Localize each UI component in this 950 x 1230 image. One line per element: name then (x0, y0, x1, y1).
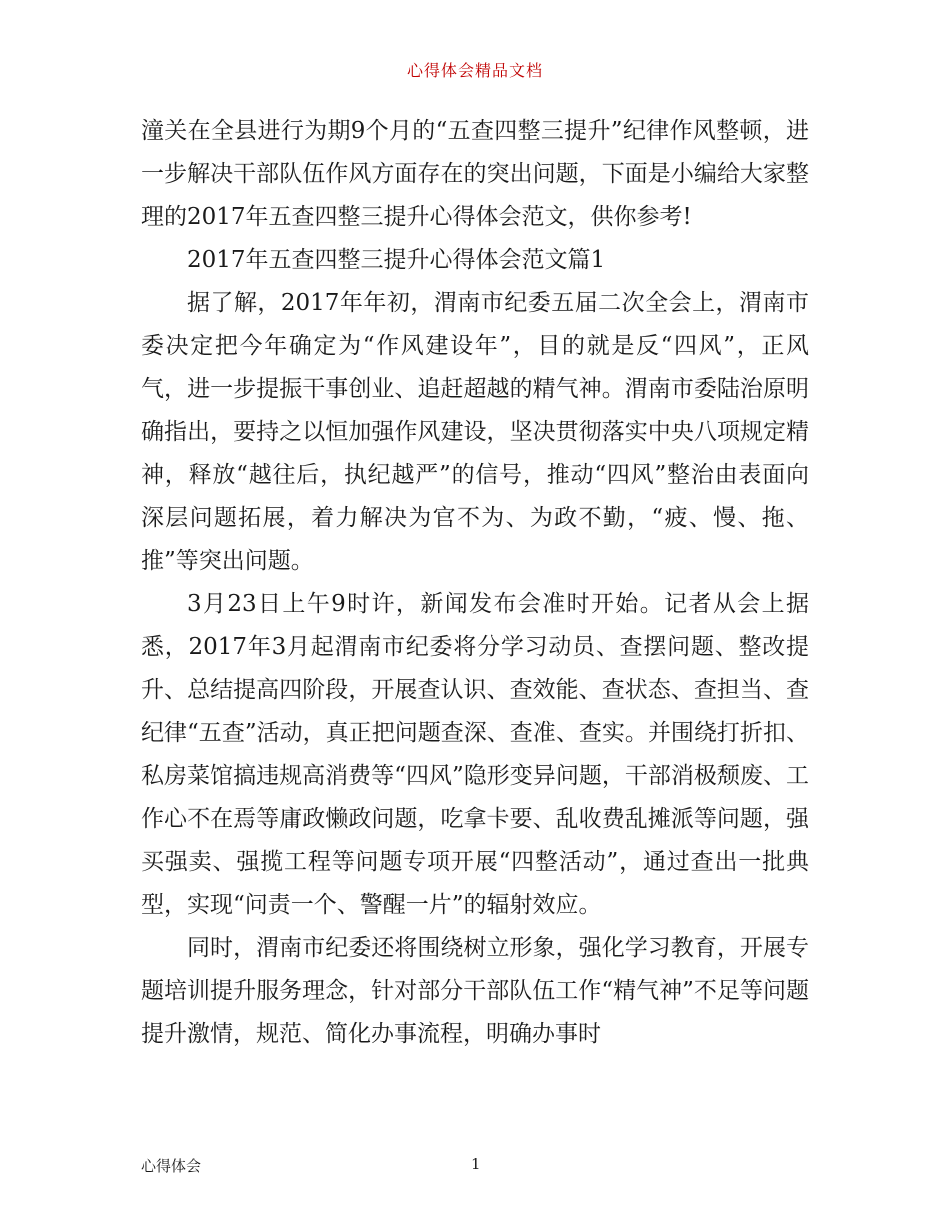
paragraph: 3月23日上午9时许，新闻发布会准时开始。记者从会上据悉，2017年3月起渭南市纪委将分学习动员、查摆问题、整改提升、总结提高四阶段，开展查认识、查效能、查状态、查担当、查纪律“五查”活动，真正把问题查深、查准、查实。并围绕打折扣、私房菜馆搞违规高消费等“四风”隐形变异问题，干部消极颓废、工作心不在焉等庸政懒政问题，吃拿卡要、乱收费乱摊派等问题，强买强卖、强揽工程等问题专项开展“四整活动”，通过查出一批典型，实现“问责一个、警醒一片”的辐射效应。 (141, 591, 809, 918)
paragraph-intro: 潼关在全县进行为期9个月的“五查四整三提升”纪律作风整顿，进一步解决干部队伍作风方面存在的突出问题，下面是小编给大家整理的2017年五查四整三提升心得体会范文，供你参考! (141, 118, 809, 230)
page-header: 心得体会精品文档 (406, 61, 543, 80)
paragraph: 据了解，2017年年初，渭南市纪委五届二次全会上，渭南市委决定把今年确定为“作风建设年”，目的就是反“四风”，正风气，进一步提振干事创业、追赶超越的精气神。渭南市委陆治原明确指出，要持之以恒加强作风建设，坚决贯彻落实中央八项规定精神，释放“越往后，执纪越严”的信号，推动“四风”整治由表面向深层问题拓展，着力解决为官不为、为政不勤，“疲、慢、拖、推”等突出问题。 (141, 290, 809, 574)
section-heading: 2017年五查四整三提升心得体会范文篇1 (187, 247, 606, 273)
page-number: 1 (471, 1155, 481, 1173)
document-body (141, 110, 809, 1056)
footer-label: 心得体会 (141, 1157, 202, 1175)
paragraph: 同时，渭南市纪委还将围绕树立形象，强化学习教育，开展专题培训提升服务理念，针对部分干部队伍工作“精气神”不足等问题提升激情，规范、简化办事流程，明确办事时 (141, 935, 809, 1047)
